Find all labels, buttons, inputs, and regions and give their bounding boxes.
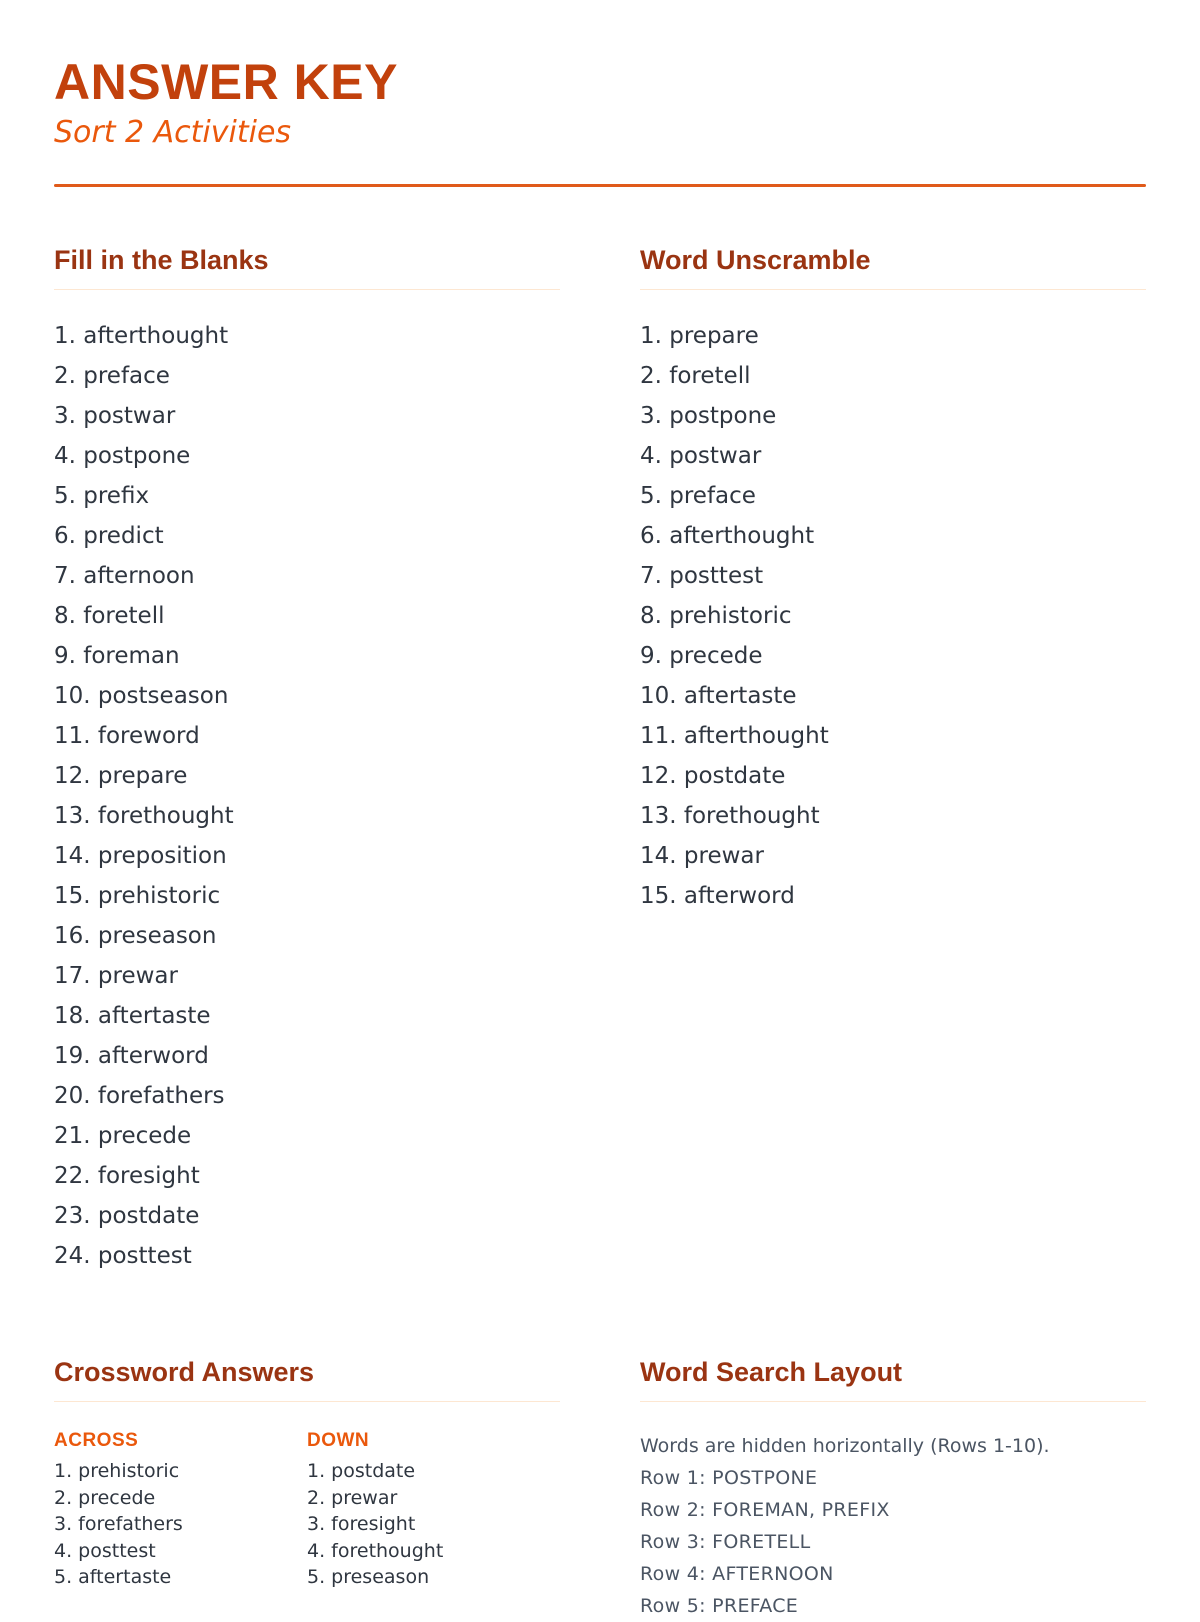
answer-item: 20. forefathers [54, 1083, 225, 1109]
answer-item: 1. prepare [640, 323, 759, 349]
answer-item: 15. afterword [640, 883, 795, 909]
crossword-item: 2. prewar [307, 1486, 398, 1509]
answer-item: 13. forethought [640, 803, 820, 829]
answer-item: 23. postdate [54, 1203, 200, 1229]
answer-item: 8. foretell [54, 603, 165, 629]
across-column [54, 1428, 307, 1591]
answer-item: 10. aftertaste [640, 683, 797, 709]
crossword-item: 3. forefathers [54, 1513, 183, 1535]
answer-item: 10. postseason [54, 683, 229, 709]
fill-in-blanks-title: Fill in the Blanks [54, 245, 269, 275]
crossword-item: 2. precede [54, 1486, 156, 1509]
down-column [307, 1428, 560, 1591]
header-divider [54, 184, 1146, 187]
word-search-row: Row 5: PREFACE [640, 1595, 799, 1617]
crossword-item: 3. foresight [307, 1513, 416, 1535]
word-unscramble-title: Word Unscramble [640, 245, 871, 275]
across-list [54, 1458, 307, 1591]
word-unscramble-list [640, 316, 1146, 916]
answer-item: 11. foreword [54, 723, 200, 749]
answer-item: 5. prefix [54, 483, 150, 509]
crossword-columns [54, 1428, 560, 1591]
answer-item: 24. posttest [54, 1243, 192, 1269]
word-search-body [640, 1430, 1146, 1622]
answer-item: 13. forethought [54, 803, 234, 829]
answer-item: 7. afternoon [54, 563, 195, 589]
crossword-item: 5. preseason [307, 1566, 430, 1588]
answer-item: 22. foresight [54, 1163, 200, 1189]
answer-item: 2. foretell [640, 363, 751, 389]
answer-item: 6. predict [54, 523, 164, 549]
answer-item: 8. prehistoric [640, 603, 792, 629]
answer-item: 19. afterword [54, 1043, 209, 1069]
fill-in-blanks-section [54, 243, 560, 1276]
answer-item: 4. postpone [54, 443, 191, 469]
section-divider [640, 289, 1146, 290]
word-search-section [640, 1355, 1146, 1622]
word-search-title: Word Search Layout [640, 1357, 903, 1387]
crossword-item: 1. postdate [307, 1460, 416, 1482]
section-divider [54, 289, 560, 290]
answer-item: 9. foreman [54, 643, 180, 669]
answer-item: 3. postpone [640, 403, 777, 429]
fill-in-blanks-list [54, 316, 560, 1276]
answer-item: 9. precede [640, 643, 763, 669]
crossword-section [54, 1355, 560, 1622]
word-search-rows [640, 1462, 1146, 1622]
word-search-row: Row 2: FOREMAN, PREFIX [640, 1499, 890, 1521]
word-search-row: Row 4: AFTERNOON [640, 1563, 834, 1585]
answer-item: 3. postwar [54, 403, 176, 429]
answer-item: 15. prehistoric [54, 883, 221, 909]
answer-item: 16. preseason [54, 923, 217, 949]
word-search-intro: Words are hidden horizontally (Rows 1-10). [640, 1435, 1050, 1457]
crossword-item: 4. forethought [307, 1539, 444, 1562]
crossword-item: 4. posttest [54, 1539, 156, 1562]
top-sections [54, 243, 1146, 1276]
answer-item: 12. postdate [640, 763, 786, 789]
crossword-title: Crossword Answers [54, 1357, 315, 1387]
answer-item: 14. prewar [640, 843, 764, 869]
answer-item: 7. posttest [640, 563, 764, 589]
answer-item: 14. preposition [54, 843, 227, 869]
answer-item: 4. postwar [640, 443, 762, 469]
answer-item: 18. aftertaste [54, 1003, 211, 1029]
answer-item: 17. prewar [54, 963, 178, 989]
page-header [54, 0, 1146, 187]
answer-item: 6. afterthought [640, 523, 815, 549]
section-divider [640, 1401, 1146, 1402]
down-list [307, 1458, 560, 1591]
across-heading: ACROSS [54, 1430, 139, 1451]
answer-item: 5. preface [640, 483, 756, 509]
word-search-row: Row 1: POSTPONE [640, 1467, 818, 1489]
answer-item: 2. preface [54, 363, 170, 389]
answer-item: 21. precede [54, 1123, 192, 1149]
answer-item: 11. afterthought [640, 723, 829, 749]
down-heading: DOWN [307, 1430, 370, 1451]
bottom-sections [54, 1355, 1146, 1622]
word-search-row: Row 3: FORETELL [640, 1531, 811, 1553]
word-unscramble-section [640, 243, 1146, 1276]
page-title: ANSWER KEY [54, 54, 398, 110]
section-divider [54, 1401, 560, 1402]
answer-item: 12. prepare [54, 763, 188, 789]
answer-item: 1. afterthought [54, 323, 229, 349]
crossword-item: 1. prehistoric [54, 1460, 180, 1482]
crossword-item: 5. aftertaste [54, 1566, 172, 1588]
page-subtitle: Sort 2 Activities [54, 115, 292, 150]
